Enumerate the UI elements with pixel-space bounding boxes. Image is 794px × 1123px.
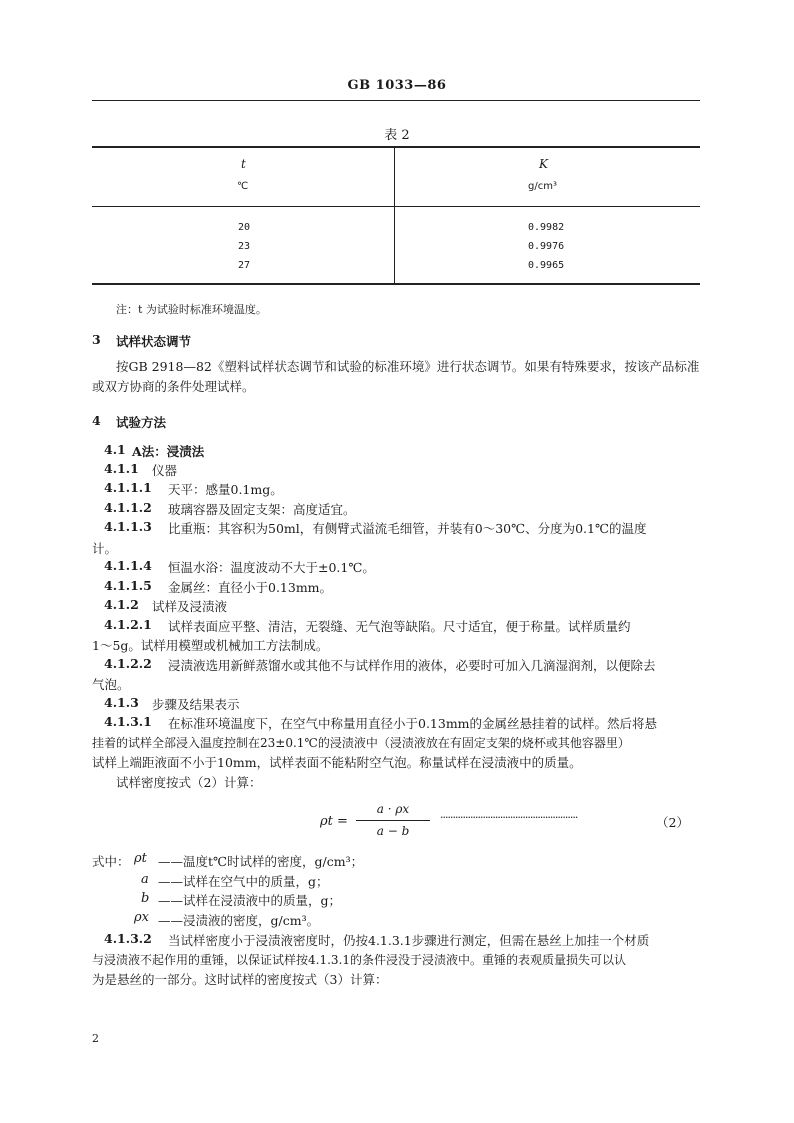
- clause-text-continued: 1～5g。试样用模塑或机械加工方法制成。: [92, 638, 329, 653]
- clause-number: 4.1.1.4: [104, 558, 152, 573]
- clause-text: 在标准环境温度下，在空气中称量用直径小于0.13mm的金属丝悬挂着的试样。然后将悬: [168, 716, 658, 731]
- clause-number: 4.1: [104, 442, 126, 457]
- clause-number: 4.1.1.3: [104, 519, 152, 534]
- clause-title: 仪器: [152, 463, 178, 478]
- table-cell-t: 20: [238, 222, 251, 233]
- col2-symbol: K: [539, 157, 548, 171]
- clause-text: 比重瓶：其容积为50ml，有侧臂式溢流毛细管，并装有0～30℃、分度为0.1℃的温度: [168, 521, 647, 536]
- def-text: ——浸渍液的密度，g/cm³。: [158, 913, 320, 928]
- section-4-title: 试验方法: [116, 415, 167, 430]
- table-cell-t: 27: [238, 260, 251, 271]
- clause-text: 天平：感量0.1mg。: [168, 482, 283, 497]
- clause-number: 4.1.2: [104, 597, 139, 612]
- document-header: GB 1033—86: [347, 78, 447, 93]
- page-number: 2: [92, 1032, 99, 1045]
- table-bottom-rule: [92, 283, 700, 285]
- def-symbol: ρt: [134, 851, 147, 866]
- clause-text: 浸渍液选用新鲜蒸馏水或其他不与试样作用的液体，必要时可加入几滴湿润剂，以便除去: [168, 658, 656, 673]
- table-top-rule: [92, 146, 700, 148]
- clause-number: 4.1.1.5: [104, 578, 152, 593]
- clause-number: 4.1.2.1: [104, 617, 152, 632]
- table-cell-k: 0.9965: [528, 260, 565, 271]
- clause-text-continued: 计。: [92, 541, 118, 556]
- clause-text: 恒温水浴：温度波动不大于±0.1℃。: [168, 560, 375, 575]
- clause-text-continued: 挂着的试样全部浸入温度控制在23±0.1℃的浸渍液中（浸渍液放在有固定支架的烧杯或其他容器里）: [92, 736, 630, 750]
- clause-text: 玻璃容器及固定支架：高度适宜。: [168, 502, 356, 517]
- col2-unit: g/cm³: [528, 181, 557, 192]
- clause-text-continued: 为是悬丝的一部分。这时试样的密度按式（3）计算：: [92, 972, 388, 987]
- def-text: ——温度t℃时试样的密度，g/cm³；: [158, 854, 364, 869]
- def-symbol: ρx: [134, 910, 149, 925]
- table-header-rule: [92, 206, 700, 207]
- formula-leader-dots: ·······················································: [440, 811, 578, 824]
- formula-fraction-bar: [356, 820, 430, 821]
- section-3-number: 3: [92, 332, 101, 347]
- table-column-divider: [394, 146, 395, 283]
- clause-text: 试样表面应平整、清洁，无裂缝、无气泡等缺陷。尺寸适宜，便于称量。试样质量约: [168, 619, 631, 634]
- col1-symbol: t: [241, 157, 246, 171]
- clause-title: 步骤及结果表示: [152, 697, 240, 712]
- formula-lhs: ρt =: [320, 814, 348, 829]
- def-text: ——试样在浸渍液中的质量，g；: [158, 893, 342, 908]
- clause-number: 4.1.3.2: [104, 931, 152, 946]
- header-rule: [92, 100, 700, 101]
- table-cell-k: 0.9976: [528, 241, 565, 252]
- clause-text-continued: 试样上端距液面不小于10mm，试样表面不能粘附空气泡。称量试样在浸渍液中的质量。: [92, 755, 582, 770]
- clause-text-continued: 与浸渍液不起作用的重锤，以保证试样按4.1.3.1的条件浸没于浸渍液中。重锤的表观质量损失可以认: [92, 953, 626, 967]
- def-symbol: b: [141, 891, 150, 906]
- clause-text: 当试样密度小于浸渍液密度时，仍按4.1.3.1步骤进行测定，但需在悬丝上加挂一个材质: [168, 933, 650, 948]
- table-caption: 表 2: [384, 128, 410, 143]
- table-cell-t: 23: [238, 241, 251, 252]
- table-cell-k: 0.9982: [528, 222, 565, 233]
- section-3-paragraph: 按GB 2918—82《塑料试样状态调节和试验的标准环境》进行状态调节。如果有特殊要求，按该产品标准或双方协商的条件处理试样。: [92, 359, 700, 394]
- table-note: 注：t 为试验时标准环境温度。: [116, 303, 267, 316]
- def-text: ——试样在空气中的质量，g；: [158, 874, 329, 889]
- formula-intro: 试样密度按式（2）计算：: [116, 775, 262, 790]
- col1-unit: ℃: [237, 181, 249, 192]
- clause-title: A法：浸渍法: [132, 444, 205, 459]
- where-label: 式中：: [92, 854, 130, 869]
- section-3-title: 试样状态调节: [116, 334, 192, 349]
- def-symbol: a: [141, 872, 149, 887]
- clause-text: 金属丝：直径小于0.13mm。: [168, 580, 333, 595]
- clause-text-continued: 气泡。: [92, 677, 130, 692]
- clause-number: 4.1.3.1: [104, 714, 152, 729]
- clause-number: 4.1.1: [104, 461, 139, 476]
- clause-number: 4.1.1.1: [104, 480, 152, 495]
- formula-denominator: a − b: [376, 824, 410, 838]
- clause-number: 4.1.2.2: [104, 656, 152, 671]
- clause-title: 试样及浸渍液: [152, 599, 228, 614]
- formula-equation-number: （2）: [656, 815, 689, 830]
- section-4-number: 4: [92, 413, 101, 428]
- clause-number: 4.1.3: [104, 695, 139, 710]
- formula-numerator: a · ρx: [376, 802, 410, 816]
- clause-number: 4.1.1.2: [104, 500, 152, 515]
